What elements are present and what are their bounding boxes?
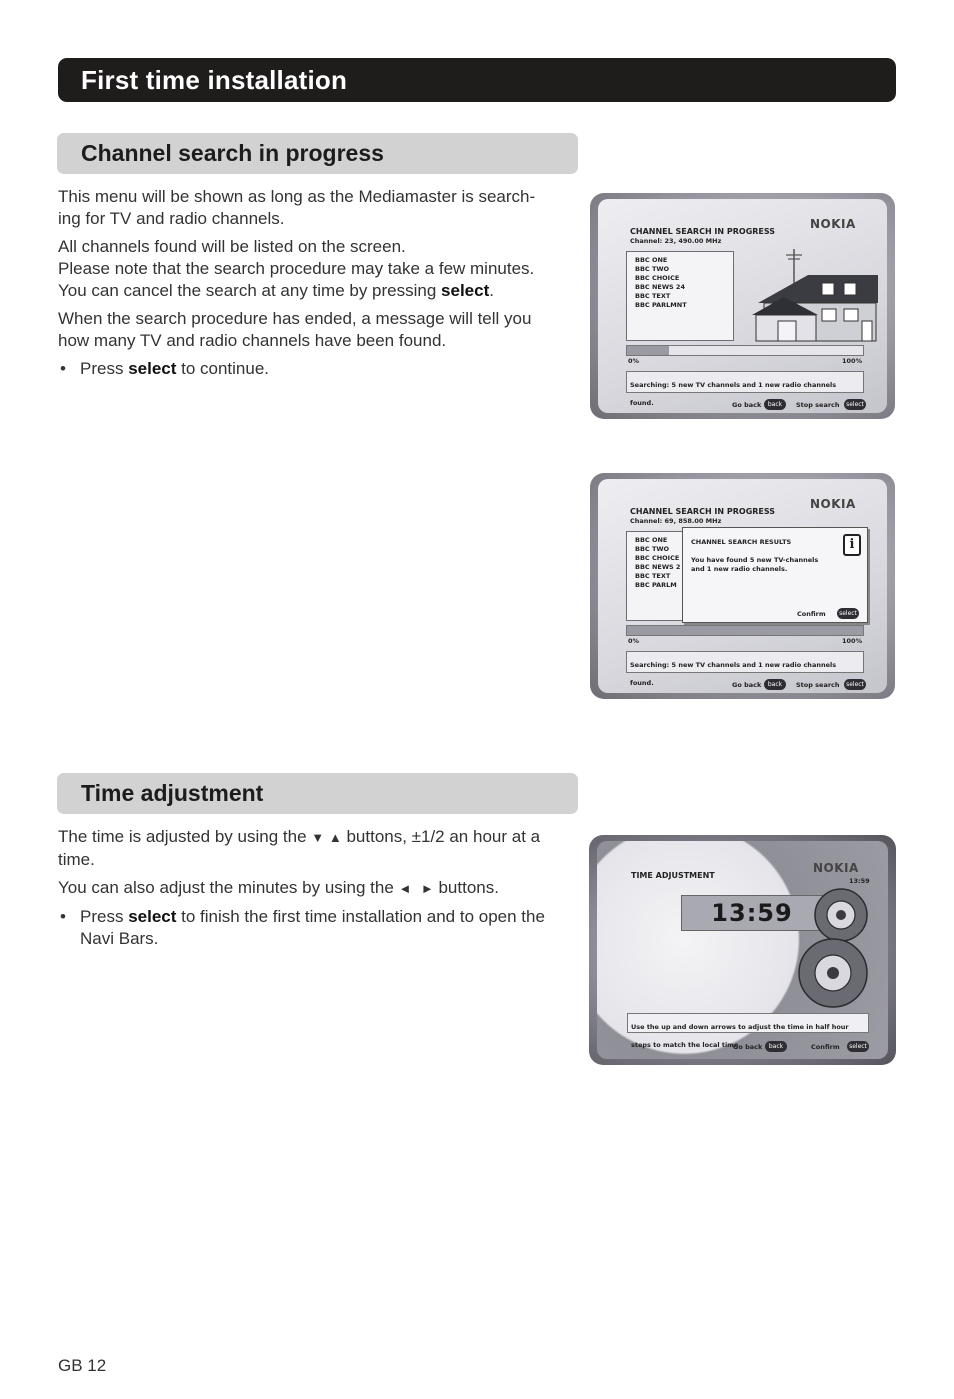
- list-item: BBC CHOICE: [635, 554, 680, 562]
- progress-fill: [627, 346, 669, 355]
- keyword-select: select: [128, 359, 177, 378]
- text-line: how many TV and radio channels have been found.: [58, 331, 447, 350]
- list-item: BBC NEWS 2: [635, 563, 681, 571]
- list-item: BBC TEXT: [635, 572, 671, 580]
- house-illustration: [748, 245, 887, 345]
- text-line: This menu will be shown as long as the Mediamaster is search-: [58, 187, 536, 206]
- status-text: Searching: 5 new TV channels and 1 new radio channels found.: [630, 381, 837, 407]
- text-fragment: to finish the first time installation and to open the: [176, 907, 545, 926]
- go-back-label: Go back: [733, 1043, 763, 1051]
- dialog-title: CHANNEL SEARCH RESULTS: [691, 538, 792, 546]
- search-progress-bar: [626, 345, 864, 356]
- text-fragment: Press: [80, 907, 129, 926]
- down-arrow-icon: ▼: [311, 830, 325, 845]
- back-key-icon: back: [764, 399, 786, 410]
- list-item: BBC ONE: [635, 256, 668, 264]
- tv-screenshot-search-results: [590, 473, 895, 699]
- channel-frequency: Channel: 23, 490.00 MHz: [630, 237, 722, 245]
- gear-icon: [793, 885, 883, 1015]
- search-results-dialog: [682, 527, 868, 623]
- tv-screenshot-time-adjustment: [589, 835, 896, 1065]
- page-number: GB 12: [58, 1356, 107, 1375]
- paragraph: [58, 877, 580, 900]
- go-back-label: Go back: [732, 401, 762, 409]
- text-line: [80, 906, 580, 928]
- screen-title: TIME ADJUSTMENT: [631, 871, 715, 880]
- text-line: Please note that the search procedure may take a few minutes.: [58, 259, 535, 278]
- up-arrow-icon: ▲: [328, 830, 342, 845]
- section-title: Time adjustment: [81, 780, 264, 806]
- stop-search-label: Stop search: [796, 681, 840, 689]
- time-adjustment-text: [58, 826, 580, 956]
- page-title: First time installation: [81, 64, 348, 95]
- text-fragment: You can also adjust the minutes by using the: [58, 878, 399, 897]
- hint-text: Use the up and down arrows to adjust the time in half hour steps to match the local time.: [631, 1023, 849, 1049]
- text-fragment: buttons.: [433, 878, 499, 897]
- keyword-select: select: [128, 907, 177, 926]
- paragraph: [58, 826, 580, 871]
- text-fragment: You can cancel the search at any time by pressing: [58, 281, 442, 300]
- confirm-label: Confirm: [811, 1043, 840, 1051]
- progress-fill: [627, 626, 863, 635]
- select-key-icon: select: [844, 399, 866, 410]
- text-line: [58, 280, 580, 302]
- bullet-item: [58, 358, 580, 380]
- left-arrow-icon: ◄: [398, 881, 412, 896]
- section-header-channel-search: [57, 133, 578, 174]
- right-arrow-icon: ►: [420, 881, 434, 896]
- nokia-logo: NOKIA: [813, 861, 859, 875]
- list-item: BBC TWO: [635, 265, 670, 273]
- text-line: [58, 826, 580, 849]
- stop-search-label: Stop search: [796, 401, 840, 409]
- progress-end-label: 100%: [842, 637, 863, 645]
- dialog-message: You have found 5 new TV-channels and 1 new radio channels.: [691, 556, 819, 573]
- search-progress-bar: [626, 625, 864, 636]
- tv-display: [598, 199, 887, 413]
- text-line: time.: [58, 850, 95, 869]
- text-line: All channels found will be listed on the screen.: [58, 237, 406, 256]
- page-header: [58, 58, 896, 102]
- channel-search-text: [58, 186, 580, 386]
- screen-title: CHANNEL SEARCH IN PROGRESS: [630, 507, 776, 516]
- text-line: Navi Bars.: [80, 929, 159, 948]
- info-icon: i: [843, 534, 861, 556]
- list-item: BBC TWO: [635, 545, 670, 553]
- text-line: ing for TV and radio channels.: [58, 209, 285, 228]
- list-item: BBC TEXT: [635, 292, 671, 300]
- current-time-small: 13:59: [849, 877, 870, 885]
- status-text: Searching: 5 new TV channels and 1 new radio channels found.: [630, 661, 837, 687]
- bullet-item: [58, 906, 580, 950]
- section-title: Channel search in progress: [81, 140, 384, 166]
- text-fragment: Press: [80, 359, 129, 378]
- progress-start-label: 0%: [628, 357, 640, 365]
- paragraph: [58, 308, 580, 352]
- section-header-time-adjustment: [57, 773, 578, 814]
- text-fragment: buttons, ±1/2 an hour at a: [341, 827, 541, 846]
- screen-title: CHANNEL SEARCH IN PROGRESS: [630, 227, 776, 236]
- progress-end-label: 100%: [842, 357, 863, 365]
- back-key-icon: back: [765, 1041, 787, 1052]
- paragraph: [58, 186, 580, 230]
- nokia-logo: NOKIA: [810, 497, 856, 511]
- channel-frequency: Channel: 69, 858.00 MHz: [630, 517, 722, 525]
- progress-start-label: 0%: [628, 637, 640, 645]
- text-line: When the search procedure has ended, a message will tell you: [58, 309, 532, 328]
- confirm-label: Confirm: [797, 610, 826, 618]
- text-line: [58, 877, 580, 900]
- select-key-icon[interactable]: select: [837, 608, 859, 619]
- text-fragment: The time is adjusted by using the: [58, 827, 312, 846]
- text-fragment: to continue.: [176, 359, 270, 378]
- paragraph: [58, 236, 580, 302]
- select-key-icon: select: [844, 679, 866, 690]
- nokia-logo: NOKIA: [810, 217, 856, 231]
- tv-screenshot-channel-search: [590, 193, 895, 419]
- list-item: BBC CHOICE: [635, 274, 680, 282]
- time-value: 13:59: [711, 899, 793, 927]
- keyword-select: select: [441, 281, 490, 300]
- list-item: BBC ONE: [635, 536, 668, 544]
- back-key-icon: back: [764, 679, 786, 690]
- tv-display: [597, 841, 888, 1059]
- select-key-icon: select: [847, 1041, 869, 1052]
- text-fragment: .: [489, 281, 494, 300]
- list-item: BBC PARLMNT: [635, 301, 687, 309]
- list-item: BBC NEWS 24: [635, 283, 685, 291]
- list-item: BBC PARLM: [635, 581, 677, 589]
- channel-list: [626, 251, 734, 341]
- tv-display: [598, 479, 887, 693]
- go-back-label: Go back: [732, 681, 762, 689]
